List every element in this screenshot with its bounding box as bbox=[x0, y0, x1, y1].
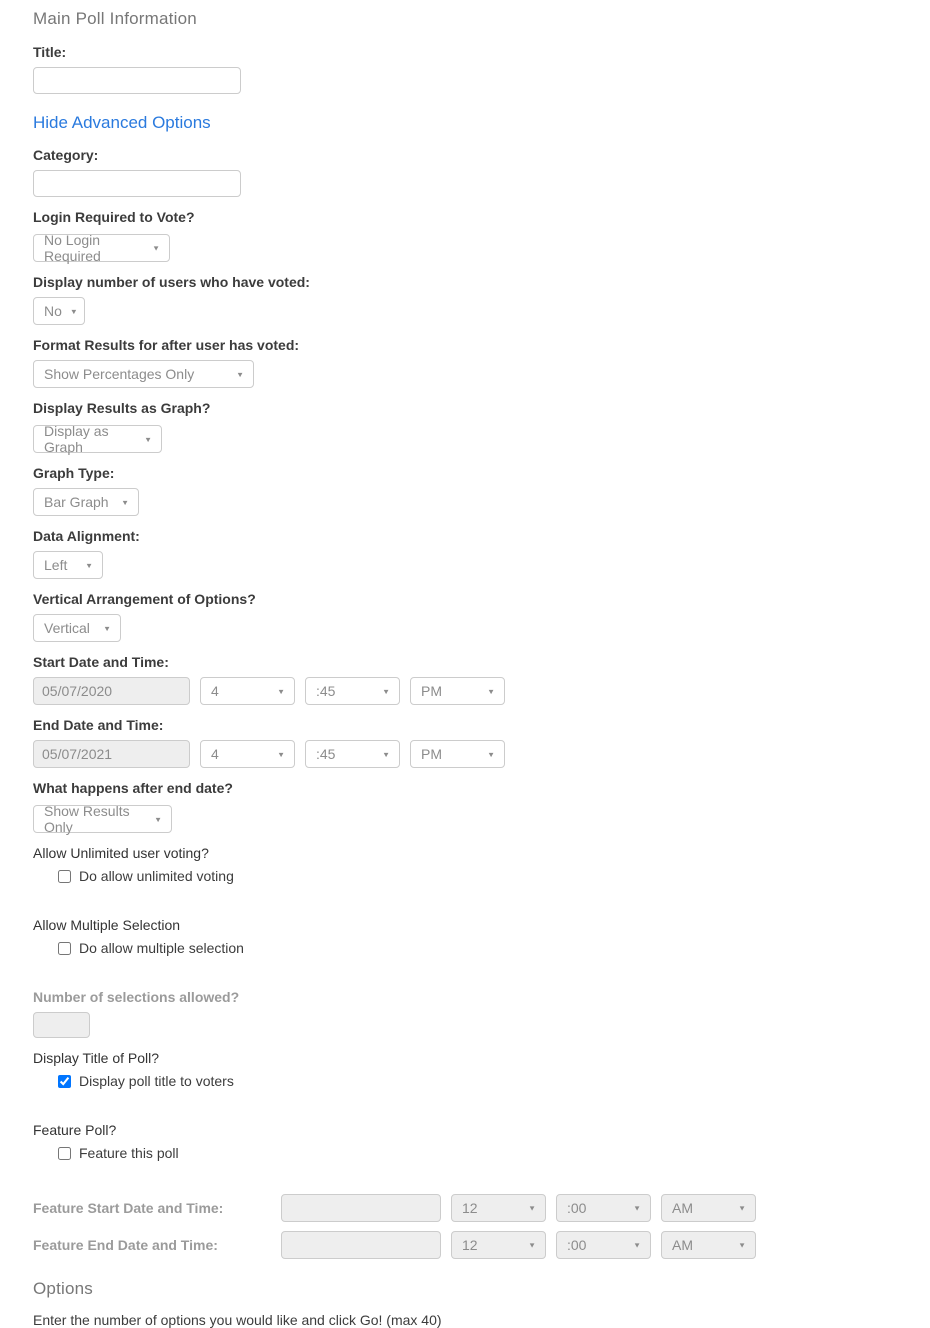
main-section-title: Main Poll Information bbox=[33, 9, 197, 28]
vertical-arrangement-select[interactable] bbox=[33, 614, 121, 642]
category-group bbox=[33, 147, 930, 197]
chevron-down-icon: ▼ bbox=[85, 560, 93, 570]
display-voters-value: No bbox=[44, 303, 62, 319]
feature-start-ampm-select bbox=[661, 1194, 756, 1222]
end-ampm-select[interactable] bbox=[410, 740, 505, 768]
chevron-down-icon: ▼ bbox=[633, 1203, 641, 1213]
chevron-down-icon: ▼ bbox=[633, 1240, 641, 1250]
format-results-value: Show Percentages Only bbox=[44, 366, 195, 382]
start-ampm-select[interactable] bbox=[410, 677, 505, 705]
display-voters-label: Display number of users who have voted: bbox=[33, 274, 310, 290]
num-selections-group bbox=[33, 989, 930, 1038]
end-minute-select[interactable] bbox=[305, 740, 400, 768]
chevron-down-icon: ▼ bbox=[154, 814, 162, 824]
feature-end-hour-value: 12 bbox=[462, 1237, 478, 1253]
multiple-selection-label: Allow Multiple Selection bbox=[33, 917, 181, 933]
vertical-arrangement-value: Vertical bbox=[44, 620, 90, 636]
feature-end-date-input bbox=[281, 1231, 441, 1259]
feature-end-controls bbox=[281, 1231, 756, 1259]
display-title-checkbox-label[interactable]: Display poll title to voters bbox=[79, 1073, 234, 1089]
login-required-select[interactable] bbox=[33, 234, 170, 262]
feature-poll-label: Feature Poll? bbox=[33, 1122, 117, 1138]
chevron-down-icon: ▼ bbox=[144, 434, 152, 444]
start-datetime-label: Start Date and Time: bbox=[33, 654, 169, 670]
data-alignment-value: Left bbox=[44, 557, 68, 573]
end-datetime-row bbox=[33, 740, 930, 768]
feature-start-hour-value: 12 bbox=[462, 1200, 478, 1216]
format-results-select[interactable] bbox=[33, 360, 254, 388]
options-help-text: Enter the number of options you would like and click Go! (max 40) bbox=[33, 1312, 442, 1328]
title-label: Title: bbox=[33, 44, 67, 60]
chevron-down-icon: ▼ bbox=[236, 369, 244, 379]
after-end-date-select[interactable] bbox=[33, 805, 172, 833]
unlimited-voting-checkbox-label[interactable]: Do allow unlimited voting bbox=[79, 868, 234, 884]
display-title-row bbox=[58, 1073, 930, 1089]
after-end-date-group bbox=[33, 780, 930, 833]
feature-start-minute-value: :00 bbox=[567, 1200, 587, 1216]
unlimited-voting-checkbox[interactable] bbox=[58, 870, 71, 883]
data-alignment-label: Data Alignment: bbox=[33, 528, 140, 544]
display-graph-label: Display Results as Graph? bbox=[33, 400, 211, 416]
chevron-down-icon: ▼ bbox=[121, 497, 129, 507]
format-results-group bbox=[33, 337, 930, 388]
feature-end-row bbox=[33, 1231, 930, 1259]
vertical-arrangement-label: Vertical Arrangement of Options? bbox=[33, 591, 256, 607]
after-end-date-value: Show Results Only bbox=[44, 803, 130, 835]
title-input[interactable] bbox=[33, 67, 241, 94]
feature-start-controls bbox=[281, 1194, 756, 1222]
feature-start-date-input bbox=[281, 1194, 441, 1222]
end-hour-select[interactable] bbox=[200, 740, 295, 768]
num-selections-label: Number of selections allowed? bbox=[33, 989, 240, 1005]
num-selections-input bbox=[33, 1012, 90, 1038]
graph-type-select[interactable] bbox=[33, 488, 139, 516]
login-required-label: Login Required to Vote? bbox=[33, 209, 195, 225]
multiple-selection-group bbox=[33, 917, 930, 956]
chevron-down-icon: ▼ bbox=[487, 749, 495, 759]
chevron-down-icon: ▼ bbox=[277, 686, 285, 696]
vertical-arrangement-group bbox=[33, 591, 930, 642]
start-ampm-value: PM bbox=[421, 683, 442, 699]
start-minute-select[interactable] bbox=[305, 677, 400, 705]
display-graph-select[interactable] bbox=[33, 425, 162, 453]
multiple-selection-checkbox-label[interactable]: Do allow multiple selection bbox=[79, 940, 244, 956]
chevron-down-icon: ▼ bbox=[528, 1240, 536, 1250]
chevron-down-icon: ▼ bbox=[487, 686, 495, 696]
display-graph-value: Display as Graph bbox=[44, 423, 109, 455]
display-title-group bbox=[33, 1050, 930, 1089]
feature-start-ampm-value: AM bbox=[672, 1200, 693, 1216]
multiple-selection-checkbox[interactable] bbox=[58, 942, 71, 955]
start-minute-value: :45 bbox=[316, 683, 336, 699]
format-results-label: Format Results for after user has voted: bbox=[33, 337, 300, 353]
chevron-down-icon: ▼ bbox=[738, 1240, 746, 1250]
display-title-checkbox[interactable] bbox=[58, 1075, 71, 1088]
chevron-down-icon: ▼ bbox=[738, 1203, 746, 1213]
feature-start-label: Feature Start Date and Time: bbox=[33, 1200, 224, 1216]
feature-end-minute-value: :00 bbox=[567, 1237, 587, 1253]
feature-end-minute-select bbox=[556, 1231, 651, 1259]
end-minute-value: :45 bbox=[316, 746, 336, 762]
display-graph-group bbox=[33, 400, 930, 453]
category-input[interactable] bbox=[33, 170, 241, 197]
chevron-down-icon: ▼ bbox=[277, 749, 285, 759]
chevron-down-icon: ▼ bbox=[528, 1203, 536, 1213]
end-datetime-group bbox=[33, 717, 930, 768]
login-required-group bbox=[33, 209, 930, 262]
start-hour-value: 4 bbox=[211, 683, 219, 699]
graph-type-group bbox=[33, 465, 930, 516]
end-date-input[interactable] bbox=[33, 740, 190, 768]
feature-dates-block bbox=[33, 1194, 930, 1259]
display-voters-select[interactable] bbox=[33, 297, 85, 325]
unlimited-voting-group bbox=[33, 845, 930, 884]
start-hour-select[interactable] bbox=[200, 677, 295, 705]
end-ampm-value: PM bbox=[421, 746, 442, 762]
hide-advanced-options-link[interactable]: Hide Advanced Options bbox=[33, 113, 211, 132]
display-title-label: Display Title of Poll? bbox=[33, 1050, 160, 1066]
data-alignment-select[interactable] bbox=[33, 551, 103, 579]
options-section-title: Options bbox=[33, 1279, 93, 1298]
chevron-down-icon: ▼ bbox=[382, 686, 390, 696]
unlimited-voting-row bbox=[58, 868, 930, 884]
feature-poll-group bbox=[33, 1122, 930, 1161]
data-alignment-group bbox=[33, 528, 930, 579]
unlimited-voting-label: Allow Unlimited user voting? bbox=[33, 845, 209, 861]
multiple-selection-row bbox=[58, 940, 930, 956]
title-group bbox=[33, 44, 930, 94]
feature-end-ampm-select bbox=[661, 1231, 756, 1259]
feature-start-hour-select bbox=[451, 1194, 546, 1222]
chevron-down-icon: ▼ bbox=[103, 623, 111, 633]
feature-end-label: Feature End Date and Time: bbox=[33, 1237, 218, 1253]
chevron-down-icon: ▼ bbox=[69, 306, 78, 316]
start-datetime-row bbox=[33, 677, 930, 705]
feature-poll-checkbox[interactable] bbox=[58, 1147, 71, 1160]
start-datetime-group bbox=[33, 654, 930, 705]
start-date-input[interactable] bbox=[33, 677, 190, 705]
feature-poll-row bbox=[58, 1145, 930, 1161]
feature-end-hour-select bbox=[451, 1231, 546, 1259]
display-voters-group bbox=[33, 274, 930, 325]
after-end-date-label: What happens after end date? bbox=[33, 780, 233, 796]
category-label: Category: bbox=[33, 147, 99, 163]
end-datetime-label: End Date and Time: bbox=[33, 717, 164, 733]
feature-start-row bbox=[33, 1194, 930, 1222]
graph-type-value: Bar Graph bbox=[44, 494, 109, 510]
chevron-down-icon: ▼ bbox=[382, 749, 390, 759]
feature-start-minute-select bbox=[556, 1194, 651, 1222]
feature-end-ampm-value: AM bbox=[672, 1237, 693, 1253]
feature-poll-checkbox-label[interactable]: Feature this poll bbox=[79, 1145, 179, 1161]
end-hour-value: 4 bbox=[211, 746, 219, 762]
graph-type-label: Graph Type: bbox=[33, 465, 115, 481]
login-required-value: No Login Required bbox=[44, 232, 101, 264]
chevron-down-icon: ▼ bbox=[152, 243, 160, 253]
